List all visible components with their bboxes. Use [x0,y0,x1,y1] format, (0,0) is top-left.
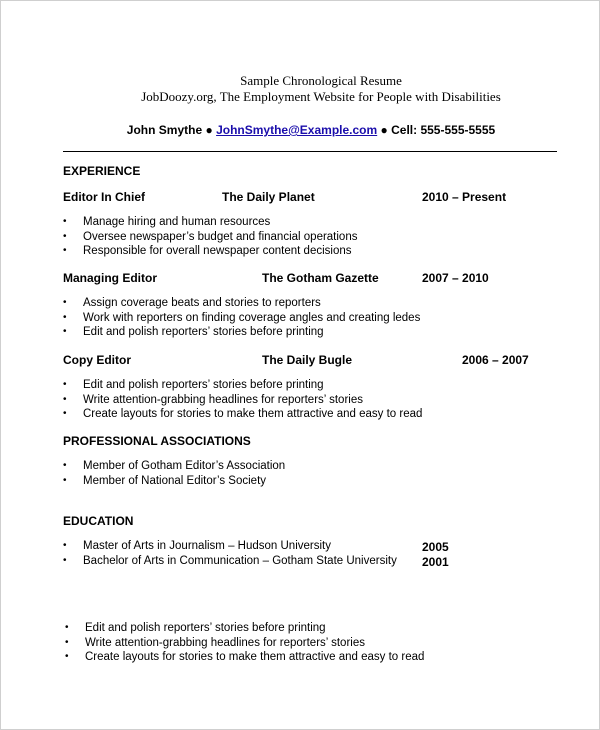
job-company: The Daily Planet [222,190,315,204]
education-year: 2005 [422,540,449,554]
bullet-icon: • [63,393,67,405]
bullet-icon: • [63,408,67,420]
email-link[interactable]: JohnSmythe@Example.com [216,123,378,137]
list-item: • Create layouts for stories to make them attractive and easy to read [63,408,423,421]
list-item: • Work with reporters on finding coverage angles and creating ledes [63,311,421,324]
bullet-icon: • [63,554,67,566]
experience-heading: EXPERIENCE [63,164,141,178]
list-item: • Edit and polish reporters’ stories before printing [63,379,324,391]
bullet-icon: • [63,460,67,471]
bullet-icon: • [63,311,67,323]
education-year: 2001 [422,555,449,569]
list-item: • Bachelor of Arts in Communication – Gotham State University [63,554,397,567]
resume-title: Sample Chronological Resume [240,73,402,88]
education-list [63,539,397,568]
list-item: • Write attention-grabbing headlines for reporters’ stories [63,393,363,406]
list-item: • Write attention-grabbing headlines for reporters’ stories [65,636,365,649]
bullet-icon: • [63,326,67,338]
list-item: • Manage hiring and human resources [63,216,271,228]
extra-bullet-list [65,621,424,665]
bullet-icon: • [63,379,67,390]
list-item: • Edit and polish reporters’ stories before printing [65,622,326,634]
list-item: • Assign coverage beats and stories to reporters [63,297,321,309]
bullet-icon: • [63,230,67,242]
bullet-icon: • [63,245,67,257]
bullet-icon: • [65,622,69,633]
contact-cell: Cell: 555-555-5555 [391,123,496,137]
job-bullet-list [63,215,357,259]
list-item: • Member of National Editor’s Society [63,474,267,487]
contact-name: John Smythe [126,123,203,137]
list-item: • Master of Arts in Journalism – Hudson University [63,540,331,552]
associations-heading: PROFESSIONAL ASSOCIATIONS [63,434,251,448]
bullet-icon: • [63,540,67,551]
bullet-icon: • [63,474,67,486]
job-dates: 2007 – 2010 [422,271,489,285]
list-item: • Edit and polish reporters’ stories before printing [63,326,324,339]
job-dates: 2010 – Present [422,190,507,204]
separator-dot: ● [380,123,388,137]
job-dates: 2006 – 2007 [462,353,529,367]
bullet-icon: • [65,651,69,663]
bullet-icon: • [65,636,69,648]
list-item: • Member of Gotham Editor’s Association [63,460,286,472]
job-bullet-list [63,296,420,340]
job-bullet-list [63,378,422,422]
list-item: • Create layouts for stories to make them attractive and easy to read [65,651,425,664]
education-heading: EDUCATION [63,514,134,528]
job-title: Copy Editor [63,353,131,367]
separator-dot: ● [205,123,213,137]
job-title: Editor In Chief [63,190,145,204]
bullet-icon: • [63,297,67,308]
contact-line [1,123,600,137]
resume-subtitle: JobDoozy.org, The Employment Website for People with Disabilities [141,89,501,104]
job-company: The Daily Bugle [262,353,353,367]
associations-list [63,459,285,488]
job-title: Managing Editor [63,271,157,285]
bullet-icon: • [63,216,67,227]
list-item: • Oversee newspaper’s budget and financial operations [63,230,358,243]
header-divider [63,151,557,152]
job-company: The Gotham Gazette [262,271,379,285]
list-item: • Responsible for overall newspaper content decisions [63,245,352,258]
